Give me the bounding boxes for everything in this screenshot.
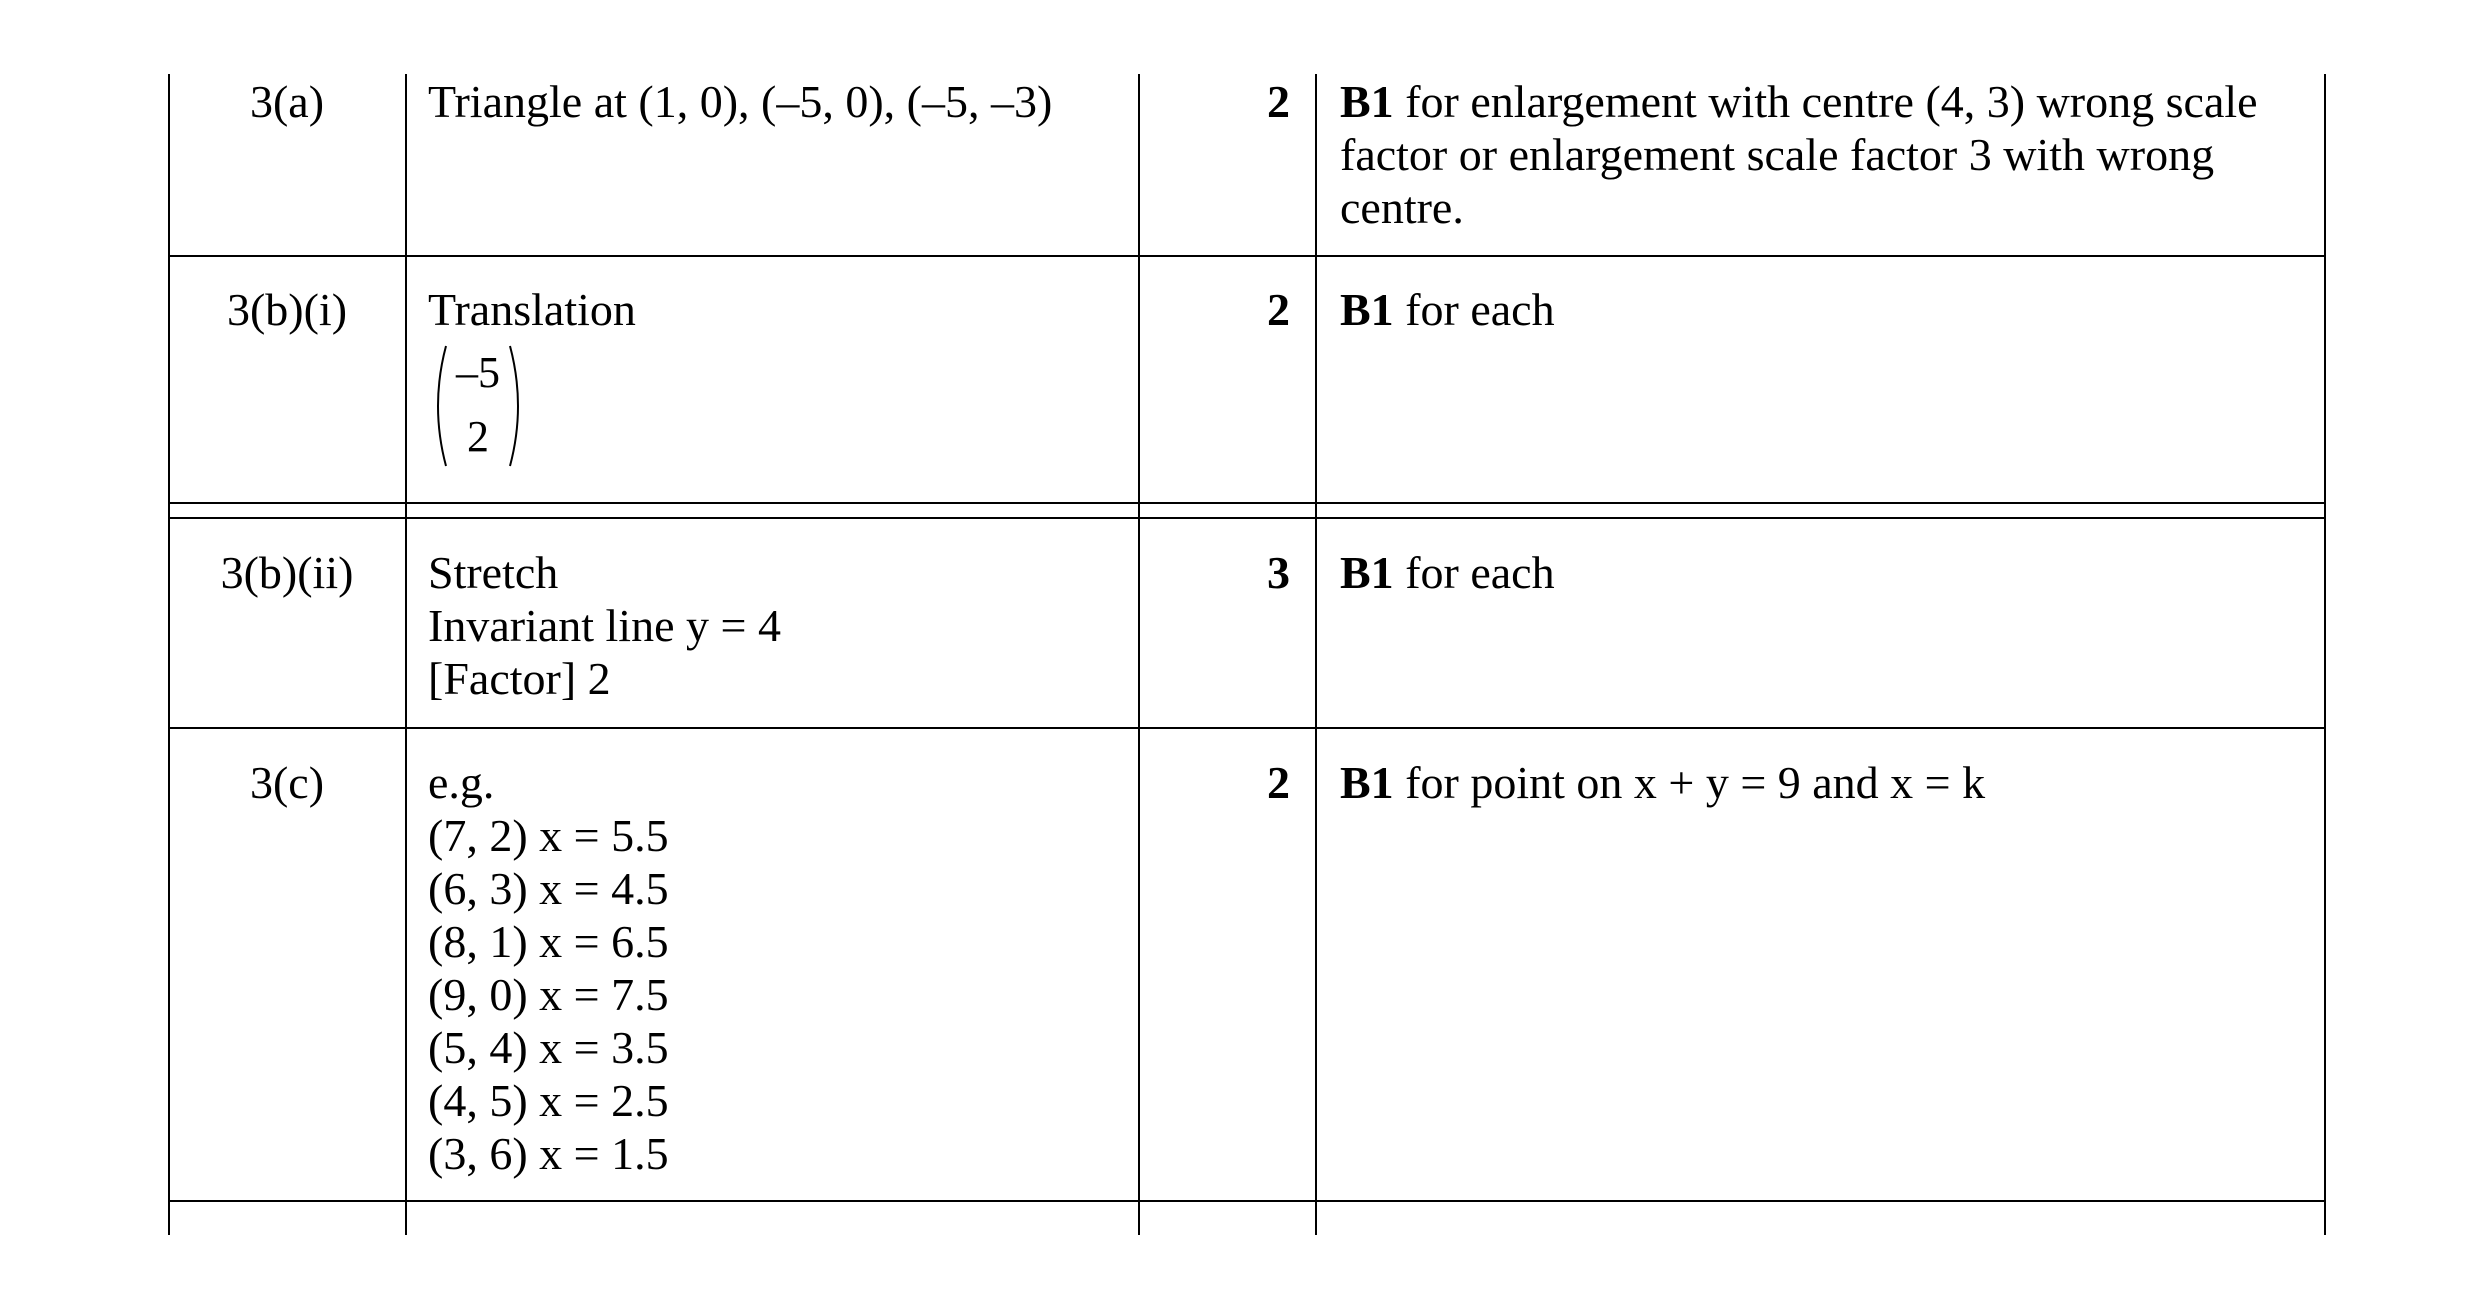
mark-code: B1 (1340, 547, 1394, 598)
marks-cell: 2 (1267, 284, 1290, 335)
answer-cell (428, 75, 1052, 128)
column-border-answer (1138, 74, 1140, 1235)
answer-line: Translation (428, 284, 636, 335)
answer-line: (8, 1) x = 6.5 (428, 916, 669, 967)
answer-cell (428, 283, 636, 336)
mark-code: B1 (1340, 757, 1394, 808)
row-divider (168, 255, 2326, 257)
guidance-cell (1340, 756, 2300, 809)
answer-line: Triangle at (1, 0), (–5, 0), (–5, –3) (428, 76, 1053, 127)
column-vector (428, 342, 528, 470)
row-divider (168, 1200, 2326, 1202)
row-divider (168, 517, 2326, 519)
guidance-text: for each (1393, 547, 1555, 598)
answer-line: (6, 3) x = 4.5 (428, 863, 669, 914)
mark-code: B1 (1340, 284, 1394, 335)
question-number: 3(c) (249, 757, 325, 808)
answer-line: (5, 4) x = 3.5 (428, 1022, 669, 1073)
answer-cell (428, 756, 669, 1180)
guidance-text: for point on x + y = 9 and x = k (1393, 757, 1986, 808)
guidance-cell (1340, 75, 2300, 234)
marks-cell: 2 (1267, 757, 1290, 808)
vector-bottom: 2 (467, 412, 489, 461)
marks-cell: 3 (1267, 547, 1290, 598)
marks-cell: 2 (1267, 76, 1290, 127)
answer-line: Invariant line y = 4 (428, 600, 781, 651)
guidance-text: for each (1393, 284, 1555, 335)
answer-cell (428, 546, 781, 705)
vector-top: –5 (456, 348, 500, 397)
answer-line: [Factor] 2 (428, 653, 611, 704)
answer-line: (4, 5) x = 2.5 (428, 1075, 669, 1126)
column-border-left (168, 74, 170, 1235)
column-border-marks (1315, 74, 1317, 1235)
answer-line: (3, 6) x = 1.5 (428, 1128, 669, 1179)
mark-code: B1 (1340, 76, 1394, 127)
column-border-question (405, 74, 407, 1235)
guidance-cell (1340, 546, 2300, 599)
answer-line: e.g. (428, 757, 495, 808)
guidance-cell (1340, 283, 2300, 336)
row-divider (168, 727, 2326, 729)
column-border-right (2324, 74, 2326, 1235)
row-divider (168, 502, 2326, 504)
guidance-text: for enlargement with centre (4, 3) wrong scale factor or enlargement scale factor 3 with wrong centre. (1340, 76, 2258, 233)
question-number: 3(a) (249, 76, 325, 127)
answer-line: (9, 0) x = 7.5 (428, 969, 669, 1020)
answer-line: (7, 2) x = 5.5 (428, 810, 669, 861)
question-number: 3(b)(i) (226, 284, 348, 335)
question-number: 3(b)(ii) (220, 547, 354, 598)
answer-line: Stretch (428, 547, 559, 598)
